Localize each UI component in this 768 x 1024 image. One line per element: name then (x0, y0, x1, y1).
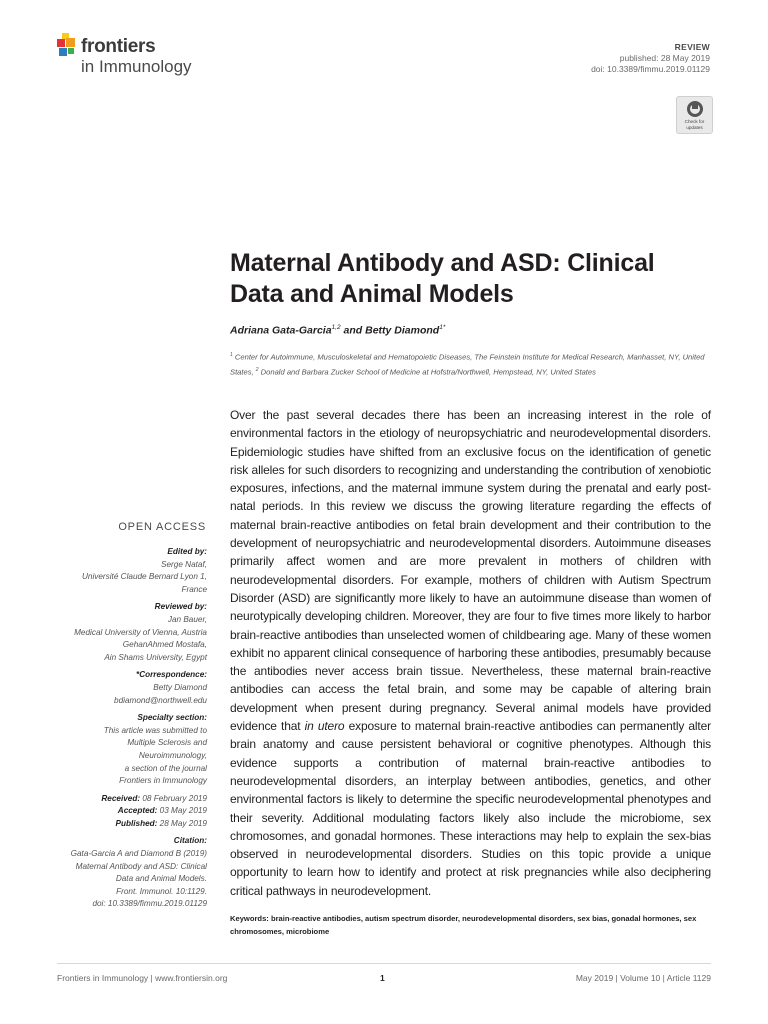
affiliation-marker: 1 (230, 352, 233, 358)
affiliation-text: Center for Autoimmune, Musculoskeletal and Hematopoietic Diseases, The Feinstein Institute for Medical Research, Manhasset, NY, United States, (230, 352, 705, 377)
page-number: 1 (380, 973, 385, 983)
affiliations (230, 349, 708, 379)
abstract-text: exposure to maternal brain-reactive antibodies can permanently alter brain anatomy and cause persistent behavioral or cognitive phenotypes. Although this evidence supports a contribution of maternal brain-reactive antibodies to neurodevelopmental disorders, an interplay between antibodies, genetics, and other environmental factors is likely to determine the specific neurodevelopmental phenotypes and their severity. Additional modulating factors likely also include the microbiome, sex chromosomes, and gonadal hormones. These interactions may help to explain the sex-bias observed in neurodevelopmental disorders. Studies on this topic provide a unique opportunity to learn how to identify and protect at risk pregnancies while also deciphering critical pathways in neurodevelopment. (230, 719, 711, 898)
received-label: Received: (101, 793, 141, 803)
keywords-label: Keywords: (230, 914, 269, 923)
specialty-line: Frontiers in Immunology (119, 776, 207, 786)
logo-brand-text: frontiers (81, 36, 156, 57)
citation-line: Data and Animal Models. (115, 874, 207, 884)
footer-divider (57, 963, 711, 964)
logo-journal-text: in Immunology (81, 57, 192, 76)
edited-by-label: Edited by: (167, 547, 207, 556)
abstract-text: Over the past several decades there has been an increasing interest in the role of environmental factors in the etiology of neuropsychiatric and neurodevelopmental disorders. Epidemiologic studies have shifted from an exclusive focus on the identification of genetic risk alleles for such disorders to recognizing and understanding the contribution of xenobiotic exposures, infections, and the maternal immune system during the prenatal and early post-natal periods. In this review we discuss the growing literature regarding the effects of maternal brain-reactive antibodies on fetal brain development and their contribution to the development of neuropsychiatric and neurodevelopmental disorders. Autoimmune diseases primarily affect women and are more prevalent in mothers of children with neurodevelopmental disorders. For example, mothers of children with Autism Spectrum Disorder (ASD) are significantly more likely to have an autoimmune disease than women of neurotypically developing children. Moreover, they are four to five times more likely to harbor brain-reactive antibodies than unselected women of childbearing age. Many of these women exhibit no apparent clinical consequence of harboring these antibodies, presumably because the antibodies never access brain tissue. Nevertheless, these maternal brain-reactive antibodies can access the fetal brain, and some may be capable of altering brain development when present during pregnancy. Several animal models have provided evidence that (230, 408, 711, 734)
article-info-sidebar (40, 546, 207, 916)
author-separator: and (340, 324, 366, 337)
citation-doi[interactable]: doi: 10.3389/fimmu.2019.01129 (92, 899, 207, 909)
citation-line: Front. Immunol. 10:1129. (116, 886, 207, 896)
published-value: 28 May 2019 (157, 818, 207, 828)
article-meta (591, 42, 710, 75)
affiliation-text: Donald and Barbara Zucker School of Medicine at Hofstra/Northwell, Hempstead, NY, United States (258, 367, 596, 377)
accepted-date (40, 805, 207, 818)
specialty-line: a section of the journal (124, 763, 207, 773)
specialty-line: Neuroimmunology, (138, 750, 207, 760)
published-date-sidebar (40, 818, 207, 831)
keywords (230, 913, 711, 938)
reviewed-by-section (40, 601, 207, 664)
reviewed-by-label: Reviewed by: (154, 602, 207, 612)
specialty-line: This article was submitted to (103, 725, 207, 735)
citation-line: Gata-Garcia A and Diamond B (2019) (70, 849, 207, 859)
abstract-emphasis: in utero (304, 719, 345, 734)
footer-issue-info: May 2019 | Volume 10 | Article 1129 (575, 973, 711, 983)
citation-label: Citation: (173, 836, 207, 846)
author-name[interactable]: Betty Diamond (365, 324, 440, 337)
author-affiliation-marker: 1,2 (331, 324, 341, 331)
frontiers-logo-icon (57, 33, 79, 63)
edited-by-section (40, 546, 207, 596)
article-type: REVIEW (674, 42, 710, 52)
abstract (230, 406, 711, 900)
received-date (40, 793, 207, 806)
reviewer-line: Medical University of Vienna, Austria (74, 627, 207, 637)
dates-section (40, 793, 207, 831)
journal-logo[interactable] (57, 33, 227, 79)
citation-section (40, 835, 207, 911)
correspondence-name: Betty Diamond (153, 682, 207, 692)
specialty-label: Specialty section: (137, 713, 207, 723)
reviewer-line: Ain Shams University, Egypt (104, 652, 207, 662)
footer-journal-link[interactable]: Frontiers in Immunology | www.frontiersin.org (57, 973, 228, 983)
published-date: published: 28 May 2019 (619, 53, 710, 63)
author-affiliation-marker: 1* (439, 324, 446, 331)
citation-line: Maternal Antibody and ASD: Clinical (75, 861, 207, 871)
correspondence-section (40, 669, 207, 707)
reviewer-line: GehanAhmed Mostafa, (122, 640, 207, 650)
published-label: Published: (115, 818, 158, 828)
editor-line: Université Claude Bernard Lyon 1, (81, 572, 207, 582)
accepted-value: 03 May 2019 (157, 806, 207, 816)
crossmark-icon (686, 100, 704, 118)
keywords-list: brain-reactive antibodies, autism spectrum disorder, neurodevelopmental disorders, sex bias, gonadal hormones, sex chromosomes, microbiome (230, 914, 697, 936)
affiliation-marker: 2 (255, 366, 259, 373)
editor-line: France (181, 584, 207, 594)
specialty-line: Multiple Sclerosis and (127, 738, 207, 748)
doi-link[interactable]: doi: 10.3389/fimmu.2019.01129 (591, 64, 710, 74)
correspondence-email[interactable]: bdiamond@northwell.edu (114, 695, 207, 705)
editor-line: Serge Nataf, (161, 559, 207, 569)
article-title: Maternal Antibody and ASD: Clinical Data and Animal Models (230, 249, 655, 308)
specialty-section (40, 712, 207, 788)
crossmark-label-2: updates (686, 125, 703, 130)
check-for-updates-badge[interactable] (676, 96, 713, 134)
author-list (230, 324, 710, 337)
crossmark-label-1: Check for (684, 119, 705, 124)
correspondence-label: *Correspondence: (136, 670, 207, 680)
accepted-label: Accepted: (117, 806, 158, 816)
author-name[interactable]: Adriana Gata-Garcia (230, 324, 332, 337)
reviewer-line: Jan Bauer, (167, 614, 207, 624)
open-access-label: OPEN ACCESS (118, 521, 206, 533)
received-value: 08 February 2019 (140, 793, 207, 803)
